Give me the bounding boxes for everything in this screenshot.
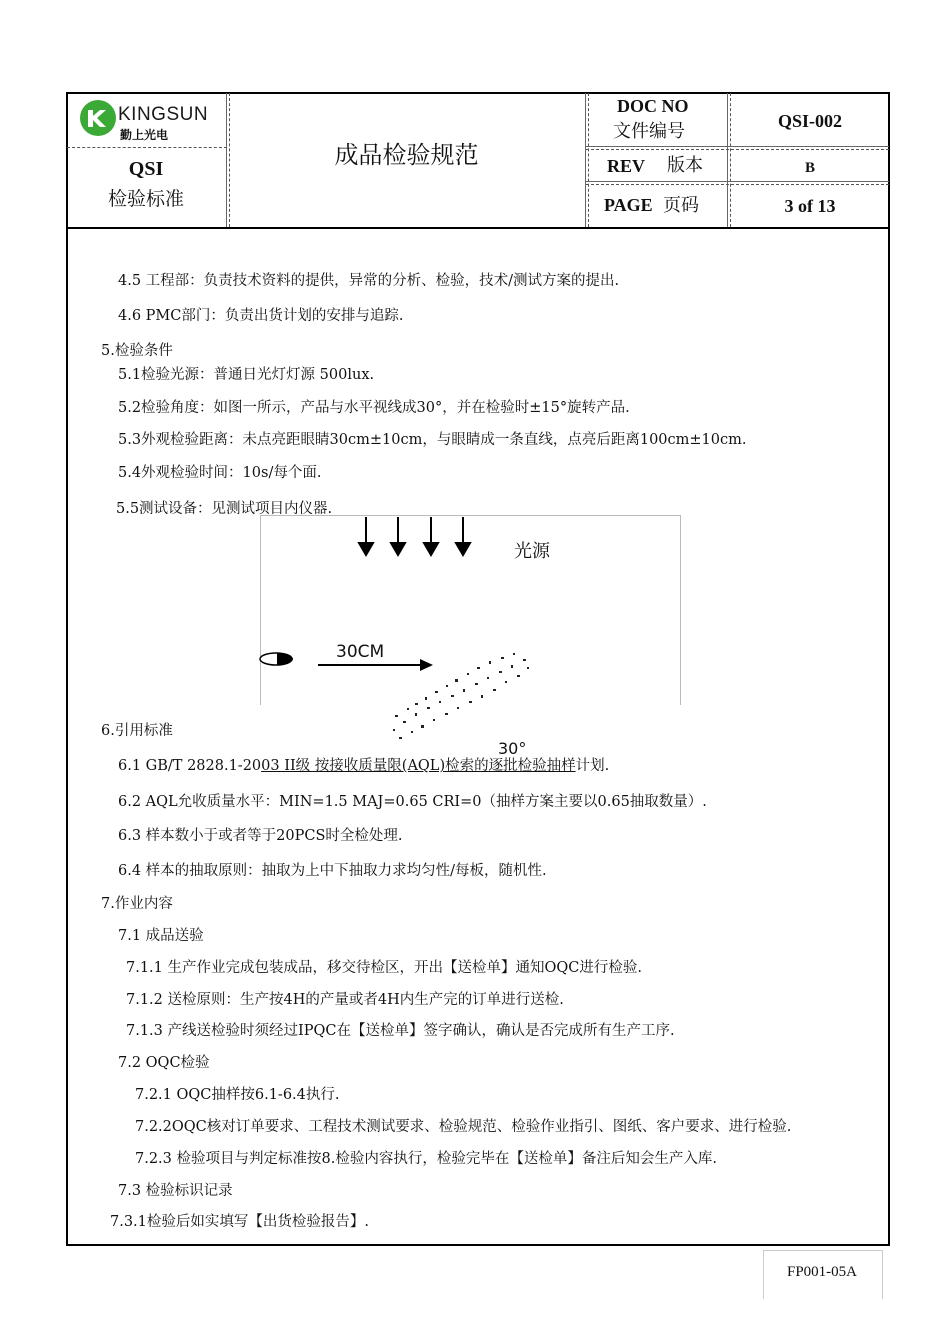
page-value: 3 of 13 [784, 196, 836, 216]
body-line: 7.3.1检验后如实填写【出货检验报告】. [110, 1214, 370, 1230]
body-line: 7.2 OQC检验 [118, 1055, 210, 1071]
dept-name: 检验标准 [107, 188, 184, 210]
header-vline [226, 93, 227, 227]
doc-no-label: DOC NO [617, 96, 689, 116]
body-line: 7.2.2OQC核对订单要求、工程技术测试要求、检验规范、检验作业指引、图纸、客户要求、进行检验. [135, 1119, 792, 1135]
dept-code: QSI [128, 158, 164, 180]
logo-text: KINGSUN [118, 104, 209, 125]
header-vline [727, 93, 728, 227]
inspection-angle-diagram [255, 515, 695, 775]
doc-no-label-cn: 文件编号 [613, 121, 685, 142]
body-line: 6.4 样本的抽取原则：抽取为上中下抽取力求均匀性/每板，随机性. [118, 863, 547, 879]
body-line: 7.1.1 生产作业完成包装成品，移交待检区，开出【送检单】通知OQC进行检验. [126, 960, 642, 976]
body-line: 7.2.3 检验项目与判定标准按8.检验内容执行，检验完毕在【送检单】备注后知会生产入库. [135, 1151, 717, 1167]
doc-no-value: QSI-002 [777, 111, 842, 131]
header-vline [585, 93, 586, 227]
body-line: 5.5测试设备：见测试项目内仪器. [116, 501, 333, 517]
body-line: 7.2.1 OQC抽样按6.1-6.4执行. [135, 1087, 340, 1103]
body-line: 5.4外观检验时间：10s/每个面. [118, 465, 322, 481]
form-code: FP001-05A [786, 1264, 857, 1280]
page-title: 成品检验规范 [334, 141, 479, 169]
body-line: 7.1.3 产线送检验时须经过IPQC在【送检单】签字确认，确认是否完成所有生产工序. [126, 1023, 675, 1039]
body-line: 4.5 工程部：负责技术资料的提供，异常的分析、检验，技术/测试方案的提出. [118, 273, 620, 289]
body-line: 5.3外观检验距离：未点亮距眼睛30cm±10cm，与眼睛成一条直线，点亮后距离100cm±10cm. [118, 432, 747, 448]
logo-cn-text: 勤上光电 [120, 128, 169, 142]
body-line: 7.1.2 送检原则：生产按4H的产量或者4H内生产完的订单进行送检. [126, 992, 564, 1008]
rev-value: B [804, 160, 815, 176]
body-line: 5.1检验光源：普通日光灯灯源 500lux. [118, 367, 375, 383]
page-label-cn: 页码 [663, 195, 699, 216]
angle-label: 30° [498, 739, 527, 758]
body-line: 6.1 GB/T 2828.1-2003 II级 按接收质量限(AQL)检索的逐批检验抽样计划. [118, 758, 610, 774]
section-heading: 7.作业内容 [101, 896, 173, 912]
body-line: 7.1 成品送验 [118, 928, 204, 944]
distance-label: 30CM [336, 642, 385, 662]
section-heading: 5.检验条件 [101, 343, 173, 359]
body-line: 7.3 检验标识记录 [118, 1183, 233, 1199]
rev-label-cn: 版本 [667, 155, 703, 176]
light-source-label: 光源 [514, 541, 550, 562]
body-line: 5.2检验角度：如图一所示，产品与水平视线成30°，并在检验时±15°旋转产品. [118, 400, 630, 416]
section-heading: 6.引用标准 [101, 723, 173, 739]
header-divider [66, 227, 890, 229]
body-line: 4.6 PMC部门：负责出货计划的安排与追踪. [118, 308, 404, 324]
rev-label: REV [607, 156, 646, 176]
page-label: PAGE [604, 195, 653, 215]
body-line: 6.3 样本数小于或者等于20PCS时全检处理. [118, 828, 403, 844]
body-line: 6.2 AQL允收质量水平：MIN=1.5 MAJ=0.65 CRI=0（抽样方案主要以0.65抽取数量）. [118, 794, 707, 810]
